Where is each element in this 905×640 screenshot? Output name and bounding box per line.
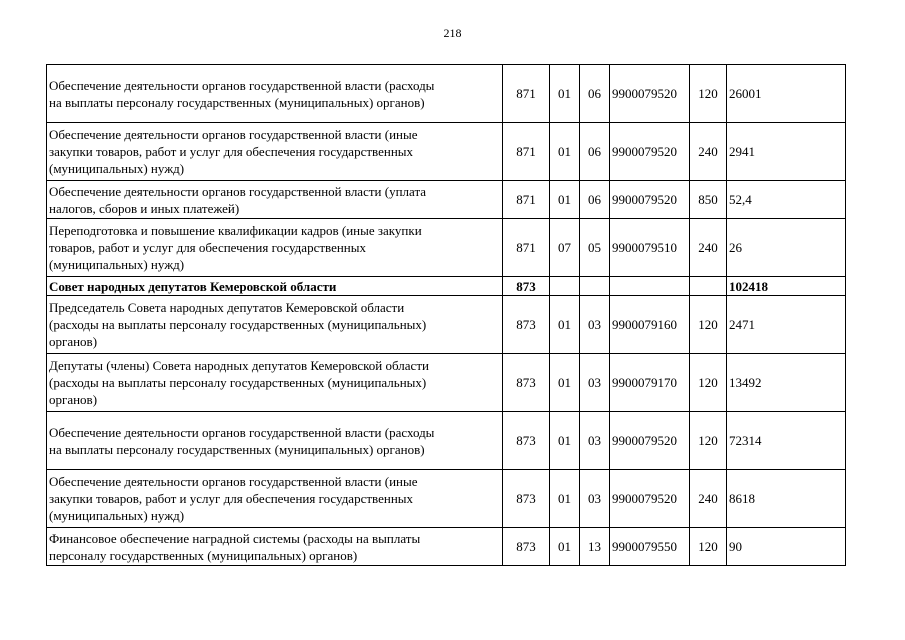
dept-code: 873 [503,354,550,412]
budget-table [46,64,846,566]
section-code: 01 [550,181,580,219]
subsection-code: 13 [580,528,610,566]
subsection-code: 06 [580,65,610,123]
expense-type-code: 240 [690,123,727,181]
table-row [47,219,846,277]
table-row [47,296,846,354]
expense-type-code: 240 [690,219,727,277]
target-article-code: 9900079520 [610,412,690,470]
row-description: Председатель Совета народных депутатов Кемеровской области (расходы на выплаты персоналу государственных (муниципальных) органов) [47,296,503,354]
expense-type-code: 850 [690,181,727,219]
row-description: Обеспечение деятельности органов государственной власти (расходы на выплаты персоналу государственных (муниципальных) органов) [47,412,503,470]
amount: 52,4 [727,181,846,219]
table-row [47,354,846,412]
amount: 8618 [727,470,846,528]
table-row [47,528,846,566]
expense-type-code: 120 [690,528,727,566]
target-article-code: 9900079520 [610,123,690,181]
amount: 2941 [727,123,846,181]
dept-code: 873 [503,296,550,354]
dept-code: 873 [503,412,550,470]
subsection-code: 03 [580,354,610,412]
section-code: 01 [550,123,580,181]
amount: 26001 [727,65,846,123]
row-description: Переподготовка и повышение квалификации кадров (иные закупки товаров, работ и услуг для обеспечения государственных (муниципальных) нужд) [47,219,503,277]
subsection-code: 06 [580,181,610,219]
dept-code: 873 [503,528,550,566]
section-code: 01 [550,412,580,470]
target-article-code: 9900079520 [610,65,690,123]
dept-code: 871 [503,123,550,181]
row-description: Обеспечение деятельности органов государственной власти (уплата налогов, сборов и иных платежей) [47,181,503,219]
subsection-code: 03 [580,412,610,470]
row-description: Обеспечение деятельности органов государственной власти (расходы на выплаты персоналу государственных (муниципальных) органов) [47,65,503,123]
target-article-code: 9900079520 [610,181,690,219]
table-row [47,123,846,181]
table-row [47,412,846,470]
target-article-code: 9900079160 [610,296,690,354]
dept-code: 871 [503,65,550,123]
page-number: 218 [443,26,462,40]
dept-code: 873 [503,277,550,296]
target-article-code: 9900079170 [610,354,690,412]
amount: 13492 [727,354,846,412]
section-code: 01 [550,354,580,412]
row-description: Совет народных депутатов Кемеровской области [47,277,503,296]
subsection-code: 05 [580,219,610,277]
amount: 26 [727,219,846,277]
row-description: Обеспечение деятельности органов государственной власти (иные закупки товаров, работ и услуг для обеспечения государственных (муниципальных) нужд) [47,123,503,181]
expense-type-code: 120 [690,296,727,354]
target-article-code: 9900079550 [610,528,690,566]
table-row [47,470,846,528]
row-description: Депутаты (члены) Совета народных депутатов Кемеровской области (расходы на выплаты персоналу государственных (муниципальных) органов) [47,354,503,412]
amount: 90 [727,528,846,566]
section-code: 07 [550,219,580,277]
expense-type-code: 120 [690,65,727,123]
row-description: Обеспечение деятельности органов государственной власти (иные закупки товаров, работ и услуг для обеспечения государственных (муниципальных) нужд) [47,470,503,528]
dept-code: 871 [503,181,550,219]
dept-code: 871 [503,219,550,277]
table-row [47,181,846,219]
amount: 72314 [727,412,846,470]
section-code [550,277,580,296]
section-code: 01 [550,296,580,354]
target-article-code [610,277,690,296]
expense-type-code: 120 [690,354,727,412]
subsection-code: 03 [580,296,610,354]
section-code: 01 [550,65,580,123]
amount: 102418 [727,277,846,296]
expense-type-code [690,277,727,296]
dept-code: 873 [503,470,550,528]
subsection-code: 03 [580,470,610,528]
section-code: 01 [550,470,580,528]
target-article-code: 9900079510 [610,219,690,277]
expense-type-code: 240 [690,470,727,528]
section-code: 01 [550,528,580,566]
row-description: Финансовое обеспечение наградной системы (расходы на выплаты персоналу государственных (муниципальных) органов) [47,528,503,566]
expense-type-code: 120 [690,412,727,470]
subsection-code: 06 [580,123,610,181]
table-row-section-total [47,277,846,296]
subsection-code [580,277,610,296]
table-row [47,65,846,123]
amount: 2471 [727,296,846,354]
target-article-code: 9900079520 [610,470,690,528]
